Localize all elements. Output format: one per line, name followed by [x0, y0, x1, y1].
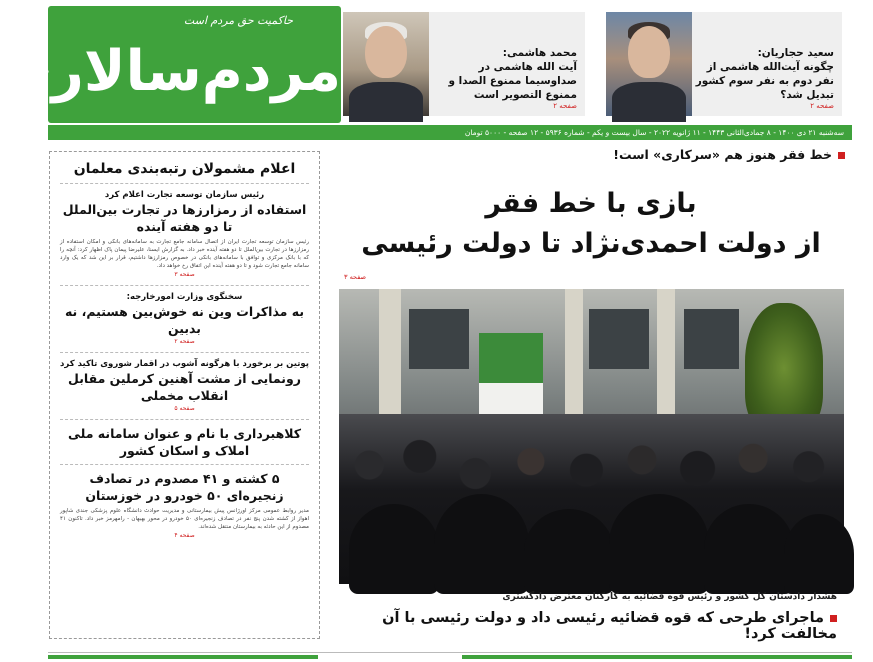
story-page-ref: صفحه ۴ [174, 532, 195, 539]
side-story-vienna[interactable] [60, 291, 309, 347]
side-story-accident[interactable] [60, 470, 309, 541]
caption-kicker: هشدار دادستان کل کشور و رئیس قوه قضائیه به کارکنان معترض دادگستری [502, 592, 837, 602]
masthead-slogan: حاکمیت حق مردم است [183, 14, 293, 27]
side-story-fraud[interactable] [60, 425, 309, 459]
portrait-photo [343, 12, 429, 116]
teaser-hajjarian[interactable] [606, 12, 842, 116]
bottom-rule [48, 652, 852, 657]
story-headline: کلاهبرداری با نام و عنوان سامانه ملی املاک و اسکان کشور [67, 426, 302, 458]
story-kicker: سخنگوی وزارت امورخارجه: [126, 292, 243, 302]
teaser-page-ref: صفحه ۲ [810, 102, 834, 110]
story-headline: رونمایی از مشت آهنین کرملین مقابل انقلاب مخملی [68, 371, 301, 403]
protest-photo [339, 289, 844, 584]
story-page-ref: صفحه ۵ [174, 405, 195, 412]
story-page-ref: صفحه ۳ [174, 271, 195, 278]
issue-info-bar: سه‌شنبه ۲۱ دی ۱۴۰۰ - ۸ جمادی‌الثانی ۱۴۴۳ - ۱۱ ژانویه ۲۰۲۲ - سال بیست و یکم - شماره ۵۹۳۶ - ۱۲ صفحه - ۵۰۰۰ تومان [48, 125, 852, 140]
side-column [49, 151, 320, 639]
main-page-ref: صفحه ۳ [344, 273, 367, 281]
teaser-kicker: محمد هاشمی: [502, 47, 577, 59]
portrait-photo [606, 12, 692, 116]
main-headline-line2: از دولت احمدی‌نژاد تا دولت رئیسی [361, 228, 821, 259]
main-headline[interactable] [341, 184, 841, 264]
story-kicker: رئیس سازمان توسعه تجارت اعلام کرد [104, 190, 265, 200]
story-headline: به مذاکرات وین نه خوش‌بین هستیم، نه بدبین [64, 304, 305, 336]
story-page-ref: صفحه ۲ [174, 338, 195, 345]
story-body: رئیس سازمان توسعه تجارت ایران از اتصال سامانه جامع تجارت به سامانه‌های بانکی و امکان استفاده از رمزارزها در تجارت بین‌الملل تا دو هفته آینده خبر داد. به گزارش ایسنا، علیرضا پیمان پاک اظهار کرد: آنچه را که با بانک مرکزی و توافق با سامانه‌های بانکی در خصوص رمزارزها داشتیم، قرار بر این شد که یک وارد سامانه جامع تجارت شود و تا دو هفته آینده این اتفاق رخ خواهد داد. [60, 239, 309, 269]
story-headline: ۵ کشته و ۴۱ مصدوم در تصادف زنجیره‌ای ۵۰ خودرو در خوزستان [85, 471, 284, 503]
main-headline-line1: بازی با خط فقر [485, 188, 697, 219]
caption-headline[interactable]: ماجرای طرحی که قوه قضائیه رئیسی داد و دولت رئیسی با آن مخالفت کرد! [382, 610, 837, 642]
teaser-hashemi[interactable] [343, 12, 585, 116]
newspaper-logo: مردم‌سالاری [0, 39, 341, 104]
bullet-icon [830, 615, 837, 622]
teaser-headline: چگونه آیت‌الله هاشمی از نفر دوم به نفر سوم کشور تبدیل شد؟ [695, 61, 834, 101]
teaser-page-ref: صفحه ۲ [553, 102, 577, 110]
bullet-icon [838, 152, 845, 159]
story-body: مدیر روابط عمومی مرکز اورژانس پیش بیمارستانی و مدیریت حوادث دانشگاه علوم پزشکی جندی شاپور اهواز از کشته شدن پنج نفر در تصادف زنجیره‌ای ۵۰ خودرو در محور بهبهان - رامهرمز خبر داد. تاکنون ۴۱ مصدوم از این حادثه به بیمارستان منتقل شده‌اند. [60, 508, 309, 530]
masthead [0, 6, 341, 123]
side-top-headline[interactable]: اعلام مشمولان رتبه‌بندی معلمان [73, 161, 296, 177]
side-story-kremlin[interactable] [60, 358, 309, 414]
main-kicker: خط فقر هنوز هم «سرکاری» است! [341, 147, 845, 162]
story-kicker: پوتین بر برخورد با هرگونه آشوب در اقمار شوروی تاکید کرد [60, 359, 309, 369]
story-headline: استفاده از رمزارزها در تجارت بین‌الملل تا دو هفته آینده [62, 202, 307, 234]
side-story-crypto[interactable] [60, 189, 309, 280]
teaser-kicker: سعید حجاریان: [757, 47, 834, 59]
teaser-headline: آیت الله هاشمی در صداوسیما ممنوع الصدا و ممنوع التصویر است [448, 61, 577, 101]
